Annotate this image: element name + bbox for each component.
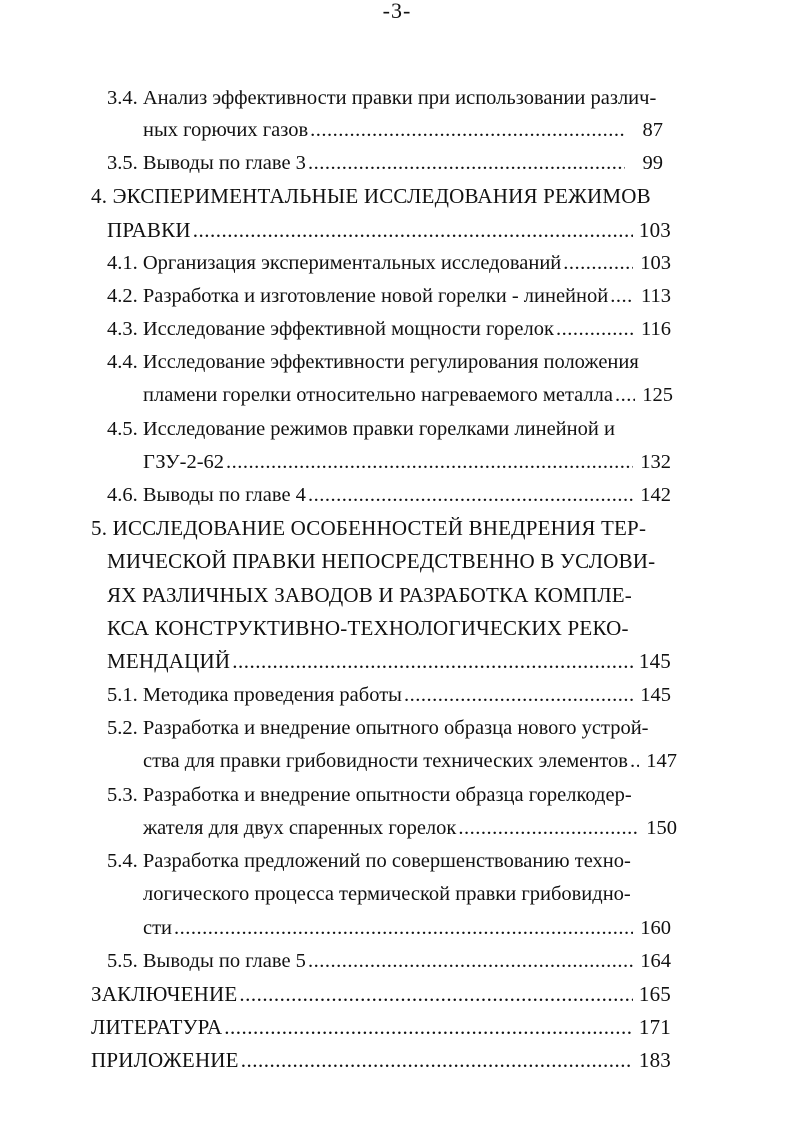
toc-entry-text: МЕНДАЦИЙ [107, 649, 231, 673]
toc-entry-text: ЛИТЕРАТУРА [91, 1015, 223, 1039]
leader-dots [630, 745, 639, 778]
toc-entry-text: 5.3. Разработка и внедрение опытности образца горелкодер- [107, 784, 632, 806]
toc-entry-text: 4.1. Организация экспериментальных исследований [107, 252, 562, 274]
toc-page-number: 147 [646, 750, 677, 772]
toc-entry-text: 4. ЭКСПЕРИМЕНТАЛЬНЫЕ ИССЛЕДОВАНИЯ РЕЖИМОВ [91, 184, 651, 208]
toc-page-number: 99 [642, 152, 663, 174]
toc-entry-5-4-line3 [143, 912, 671, 945]
toc-page-number: 171 [638, 1015, 671, 1039]
toc-entry-4-2 [107, 280, 671, 313]
toc-entry-text: 4.6. Выводы по главе 4 [107, 484, 306, 506]
leader-dots [308, 479, 633, 512]
toc-entry-4-6 [107, 479, 671, 512]
toc-entry-5-4-line1 [107, 845, 677, 878]
leader-dots [404, 679, 633, 712]
toc-entry-text: ЯХ РАЗЛИЧНЫХ ЗАВОДОВ И РАЗРАБОТКА КОМПЛЕ- [107, 583, 632, 607]
toc-chapter-5-line4 [107, 612, 681, 645]
toc-entry-3-5 [107, 147, 663, 180]
toc-page-number: 142 [640, 484, 671, 506]
toc-page-number: 103 [638, 218, 671, 242]
toc-entry-5-5 [107, 945, 671, 978]
toc-page-number: 165 [638, 982, 671, 1006]
toc-chapter-5-line5 [107, 645, 671, 678]
toc-page-number: 145 [640, 684, 671, 706]
toc-page-number: 145 [638, 649, 671, 673]
toc-entry-5-4-line2 [143, 878, 677, 911]
toc-entry-5-2-line2 [143, 745, 677, 778]
toc-entry-text: 5. ИССЛЕДОВАНИЕ ОСОБЕННОСТЕЙ ВНЕДРЕНИЯ ТЕР- [91, 516, 647, 540]
leader-dots [610, 280, 633, 313]
toc-page-number: 150 [646, 817, 677, 839]
toc-entry-text: ПРИЛОЖЕНИЕ [91, 1048, 239, 1072]
leader-dots [226, 446, 633, 479]
toc-entry-4-4-line1 [107, 346, 677, 379]
toc-entry-text: 5.4. Разработка предложений по совершенствованию техно- [107, 850, 631, 872]
toc-entry-text: ства для правки грибовидности технических элементов [143, 750, 628, 772]
toc-page-number: 103 [640, 252, 671, 274]
toc-entry-4-5-line2 [143, 446, 671, 479]
toc-entry-text: МИЧЕСКОЙ ПРАВКИ НЕПОСРЕДСТВЕННО В УСЛОВИ- [107, 549, 656, 573]
toc-chapter-5-line1 [91, 512, 681, 545]
toc-entry-text: ГЗУ-2-62 [143, 451, 225, 473]
toc-entry-4-5-line1 [107, 413, 667, 446]
toc-entry-text: 4.4. Исследование эффективности регулирования положения [107, 351, 639, 373]
leader-dots [174, 912, 633, 945]
toc-chapter-5-line2 [107, 545, 681, 578]
toc-entry-text: ПРАВКИ [107, 218, 191, 242]
toc-entry-5-3-line1 [107, 779, 677, 812]
toc-entry-4-3 [107, 313, 671, 346]
leader-dots [239, 978, 633, 1011]
page-number: -3- [382, 0, 412, 23]
toc-entry-text: 5.1. Методика проведения работы [107, 684, 402, 706]
leader-dots [615, 379, 635, 412]
toc-entry-4-4-line2 [143, 379, 673, 412]
toc-entry-text: ных горючих газов [143, 119, 309, 141]
leader-dots [563, 247, 633, 280]
toc-entry-text: 4.3. Исследование эффективной мощности горелок [107, 318, 554, 340]
toc-page-number: 87 [642, 119, 663, 141]
toc-entry-4-1 [107, 247, 671, 280]
toc-page-number: 125 [642, 384, 673, 406]
toc-entry-text: 5.5. Выводы по главе 5 [107, 950, 306, 972]
toc-page-number: 132 [640, 451, 671, 473]
toc-entry-conclusion [91, 978, 671, 1011]
leader-dots [458, 812, 639, 845]
toc-entry-text: КСА КОНСТРУКТИВНО-ТЕХНОЛОГИЧЕСКИХ РЕКО- [107, 616, 629, 640]
toc-entry-5-2-line1 [107, 712, 677, 745]
leader-dots [308, 945, 633, 978]
toc-entry-text: пламени горелки относительно нагреваемого металла [143, 384, 613, 406]
toc-entry-literature [91, 1011, 671, 1044]
toc-chapter-4-line2 [107, 214, 671, 247]
toc-entry-text: 3.4. Анализ эффективности правки при использовании различ- [107, 87, 657, 109]
toc-entry-text: логического процесса термической правки грибовидно- [143, 883, 631, 905]
toc-page-number: 160 [640, 917, 671, 939]
toc-entry-text: 4.5. Исследование режимов правки горелками линейной и [107, 418, 615, 440]
toc-page-number: 113 [641, 285, 671, 307]
leader-dots [310, 114, 625, 147]
toc-page-number: 164 [640, 950, 671, 972]
toc-entry-text: 5.2. Разработка и внедрение опытного образца нового устрой- [107, 717, 649, 739]
toc-entry-5-1 [107, 679, 671, 712]
toc-entry-appendix [91, 1044, 671, 1077]
leader-dots [241, 1044, 633, 1077]
leader-dots [556, 313, 633, 346]
toc-page-number: 116 [641, 318, 671, 340]
toc-chapter-5-line3 [107, 579, 681, 612]
toc-entry-text: 4.2. Разработка и изготовление новой горелки - линейной [107, 285, 609, 307]
leader-dots [224, 1011, 633, 1044]
toc-entry-text: жателя для двух спаренных горелок [143, 817, 457, 839]
toc-chapter-4-line1 [91, 180, 671, 213]
toc-entry-5-3-line2 [143, 812, 677, 845]
toc-entry-text: сти [143, 917, 173, 939]
leader-dots [193, 214, 633, 247]
toc-entry-3-4-line2 [143, 114, 663, 147]
toc-entry-3-4-line1 [107, 82, 667, 115]
leader-dots [308, 147, 625, 180]
toc-entry-text: 3.5. Выводы по главе 3 [107, 152, 306, 174]
leader-dots [232, 645, 633, 678]
toc-entry-text: ЗАКЛЮЧЕНИЕ [91, 982, 238, 1006]
toc-page-number: 183 [638, 1048, 671, 1072]
